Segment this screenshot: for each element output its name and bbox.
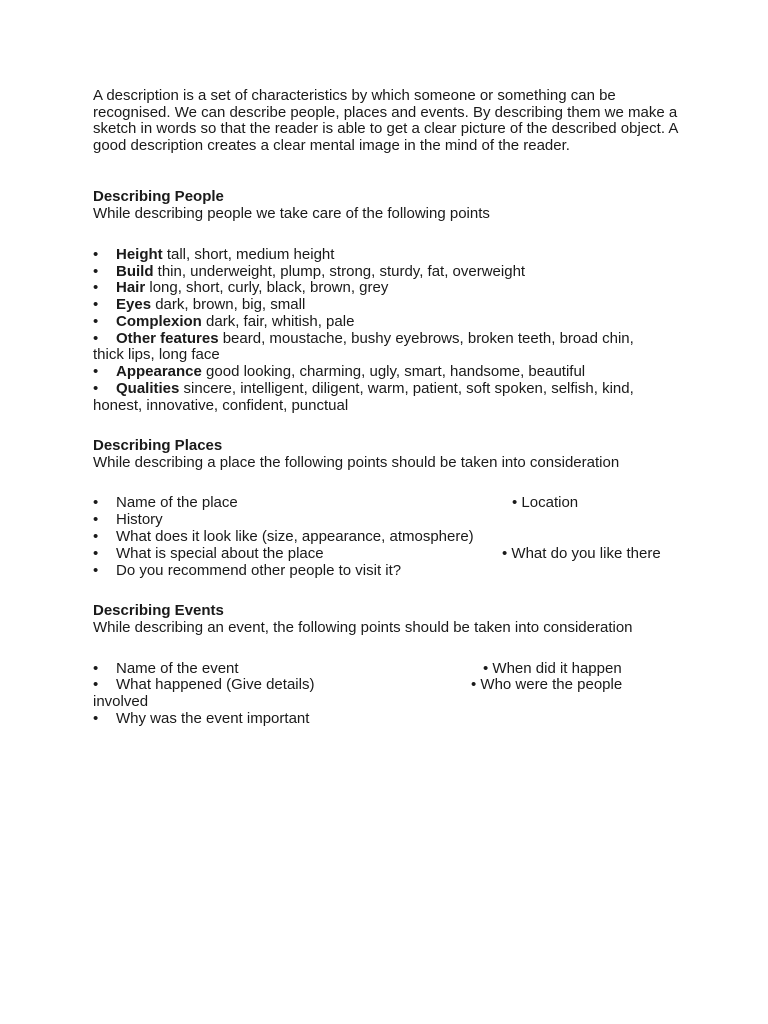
people-item-height: • Height tall, short, medium height: [93, 246, 335, 263]
people-heading: Describing People: [93, 188, 224, 205]
people-item-qualities: • Qualities sincere, intelligent, diligent, warm, patient, soft spoken, selfish, kind,: [93, 380, 634, 397]
events-item-who-cont: involved: [93, 693, 149, 710]
places-item-special: • What is special about the place: [93, 545, 324, 562]
events-item-name: • Name of the event: [93, 660, 239, 677]
places-item-look: • What does it look like (size, appearance, atmosphere): [93, 528, 474, 545]
people-item-qualities-cont: honest, innovative, confident, punctual: [93, 397, 349, 414]
people-lead: While describing people we take care of the following points: [93, 205, 490, 222]
places-item-location: • Location: [512, 494, 579, 511]
people-item-other-features: • Other features beard, moustache, bushy eyebrows, broken teeth, broad chin,: [93, 330, 634, 347]
events-item-who: • Who were the people: [471, 676, 623, 693]
events-item-why: • Why was the event important: [93, 710, 310, 727]
places-item-like: • What do you like there: [502, 545, 661, 562]
places-heading: Describing Places: [93, 437, 223, 454]
people-item-eyes: • Eyes dark, brown, big, small: [93, 296, 306, 313]
places-item-name: • Name of the place: [93, 494, 238, 511]
people-item-appearance: • Appearance good looking, charming, ugly, smart, handsome, beautiful: [93, 363, 586, 380]
places-item-recommend: • Do you recommend other people to visit it?: [93, 562, 402, 579]
events-item-what: • What happened (Give details): [93, 676, 315, 693]
people-item-complexion: • Complexion dark, fair, whitish, pale: [93, 313, 355, 330]
people-item-other-features-cont: thick lips, long face: [93, 346, 220, 363]
people-item-hair: • Hair long, short, curly, black, brown, grey: [93, 279, 389, 296]
events-item-when: • When did it happen: [483, 660, 622, 677]
intro-paragraph: A description is a set of characteristics by which someone or something can be recognised. We can describe people, places and events. By describing them we make a sketch in words so that the reader is able to get a clear picture of the described object. A good description creates a clear mental image in the mind of the reader.: [93, 87, 678, 155]
places-item-history: • History: [93, 511, 163, 528]
people-item-build: • Build thin, underweight, plump, strong, sturdy, fat, overweight: [93, 263, 526, 280]
events-heading: Describing Events: [93, 602, 224, 619]
events-lead: While describing an event, the following points should be taken into consideration: [93, 619, 633, 636]
places-lead: While describing a place the following points should be taken into consideration: [93, 454, 620, 471]
